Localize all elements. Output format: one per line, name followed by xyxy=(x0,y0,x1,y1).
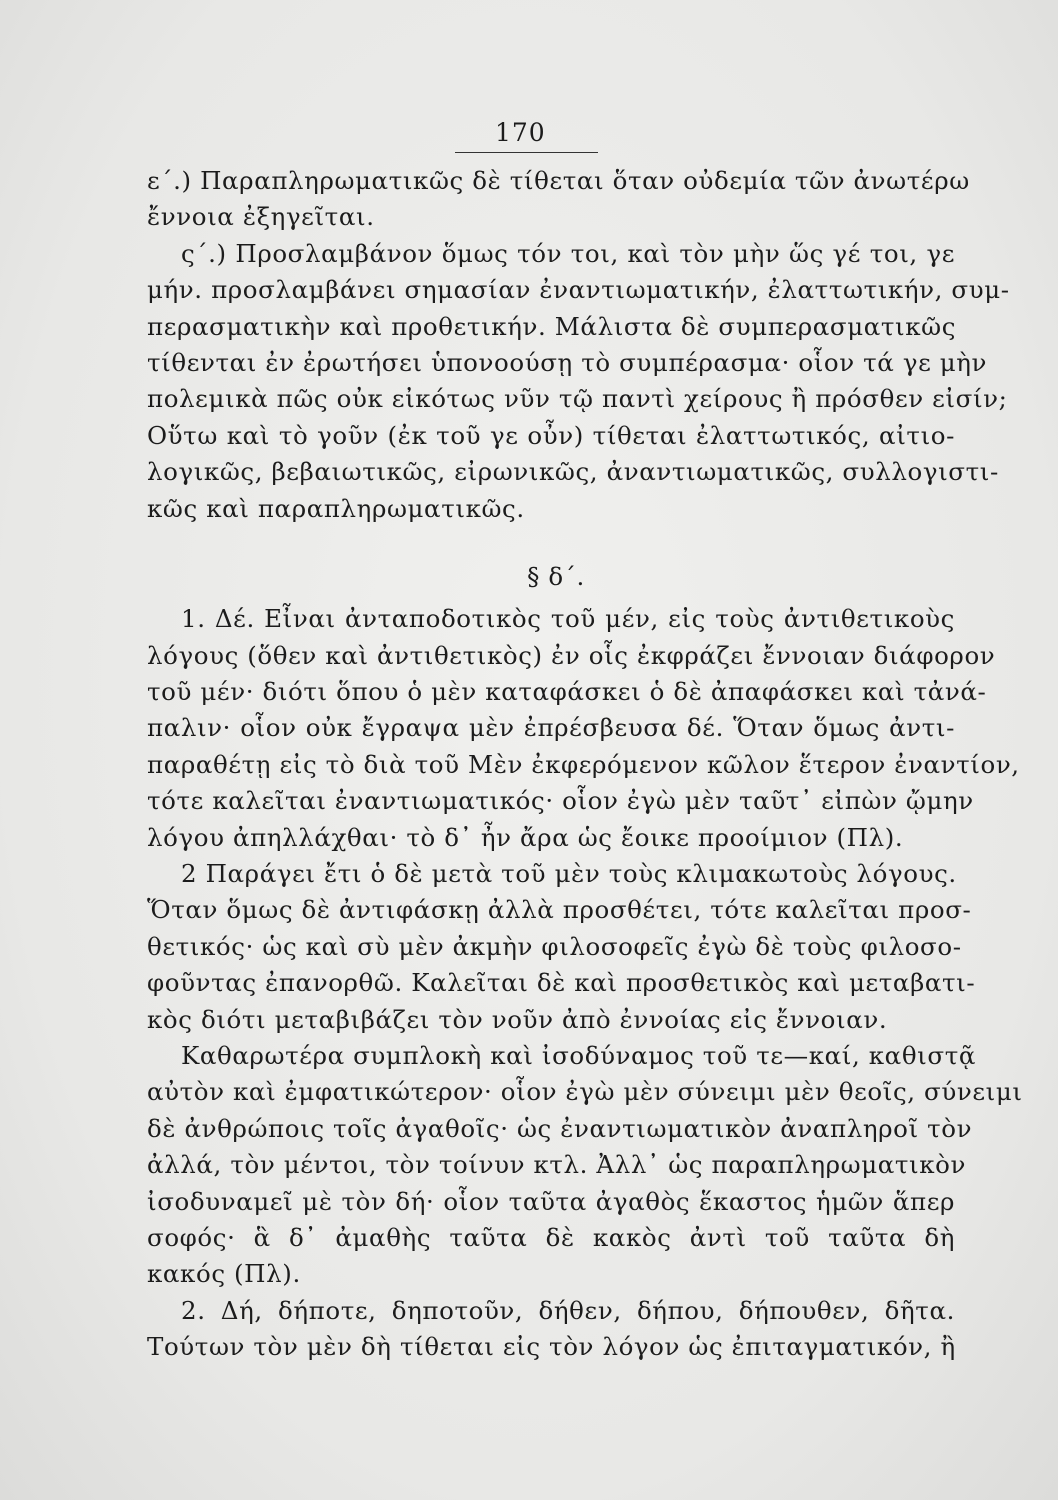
text-line: 2. Δή, δήποτε, δηποτοῦν, δήθεν, δήπου, δήπουθεν, δῆτα. xyxy=(181,1295,955,1325)
text-line: μήν. προσλαμβάνει σημασίαν ἐναντιωματικήν, ἐλαττωτικήν, συμ- xyxy=(147,275,1010,305)
text-line: λόγους (ὅθεν καὶ ἀντιθετικὸς) ἐν οἷς ἐκφράζει ἔννοιαν διάφορον xyxy=(147,640,996,670)
text-line: 2 Παράγει ἔτι ὁ δὲ μετὰ τοῦ μὲν τοὺς κλιμακωτοὺς λόγους. xyxy=(181,859,957,889)
text-line: τοῦ μέν· διότι ὅπου ὁ μὲν καταφάσκει ὁ δὲ ἀπαφάσκει καὶ τἀνά- xyxy=(147,677,987,707)
section-heading: § δ΄. xyxy=(527,561,585,591)
text-line: ε΄.) Παραπληρωματικῶς δὲ τίθεται ὅταν οὐδεμία τῶν ἀνωτέρω xyxy=(147,166,970,195)
text-line: παραθέτῃ εἰς τὸ διὰ τοῦ Μὲν ἐκφερόμενον κῶλον ἕτερον ἐναντίον, xyxy=(147,749,1020,779)
text-block-after-heading xyxy=(147,601,1023,1365)
text-line: κῶς καὶ παραπληρωματικῶς. xyxy=(147,493,525,523)
text-line: Καθαρωτέρα συμπλοκὴ καὶ ἰσοδύναμος τοῦ τε—καί, καθιστᾷ xyxy=(181,1040,977,1070)
text-line: δὲ ἀνθρώποις τοῖς ἀγαθοῖς· ὡς ἐναντιωματικὸν ἀναπληροῖ τὸν xyxy=(147,1113,973,1143)
text-line: σοφός· ἃ δ᾽ ἀμαθὴς ταῦτα δὲ κακὸς ἀντὶ τοῦ ταῦτα δὴ xyxy=(147,1222,955,1252)
text-line: ἰσοδυναμεῖ μὲ τὸν δή· οἷον ταῦτα ἀγαθὸς ἕκαστος ἡμῶν ἅπερ xyxy=(147,1186,955,1216)
text-line: ἀλλά, τὸν μέντοι, τὸν τοίνυν κτλ. Ἀλλ᾽ ὡς παραπληρωματικὸν xyxy=(147,1150,966,1180)
text-line: λογικῶς, βεβαιωτικῶς, εἰρωνικῶς, ἀναντιωματικῶς, συλλογιστι- xyxy=(147,457,999,487)
text-line: παλιν· οἷον οὐκ ἔγραψα μὲν ἐπρέσβευσα δέ. Ὅταν ὅμως ἀντι- xyxy=(147,713,955,743)
text-line: τότε καλεῖται ἐναντιωματικός· οἷον ἐγὼ μὲν ταῦτ᾽ εἰπὼν ᾤμην xyxy=(147,786,974,816)
text-line: αὐτὸν καὶ ἐμφατικώτερον· οἷον ἐγὼ μὲν σύνειμι μὲν θεοῖς, σύνειμι xyxy=(147,1077,1023,1107)
text-line: περασματικὴν καὶ προθετικήν. Μάλιστα δὲ συμπερασματικῶς xyxy=(147,311,957,341)
text-line: φοῦντας ἐπανορθῶ. Καλεῖται δὲ καὶ προσθετικὸς καὶ μεταβατι- xyxy=(147,968,976,998)
text-line: Οὕτω καὶ τὸ γοῦν (ἐκ τοῦ γε οὖν) τίθεται ἐλαττωτικός, αἰτιο- xyxy=(147,420,955,450)
text-line: λόγου ἀπηλλάχθαι· τὸ δ᾽ ἦν ἄρα ὡς ἔοικε προοίμιον (Πλ). xyxy=(147,822,904,852)
text-line: ς΄.) Προσλαμβάνον ὅμως τόν τοι, καὶ τὸν μὴν ὥς γέ τοι, γε xyxy=(181,238,955,268)
text-block-before-heading xyxy=(147,163,1010,527)
header-rule xyxy=(455,152,598,153)
text-line: θετικός· ὡς καὶ σὺ μὲν ἀκμὴν φιλοσοφεῖς ἐγὼ δὲ τοὺς φιλοσο- xyxy=(147,931,962,961)
text-line: κακός (Πλ). xyxy=(147,1259,301,1289)
text-line: ἔννοια ἐξηγεῖται. xyxy=(147,202,375,232)
text-line: πολεμικὰ πῶς οὐκ εἰκότως νῦν τῷ παντὶ χείρους ἢ πρόσθεν εἰσίν; xyxy=(147,384,1008,414)
text-line: Τούτων τὸν μὲν δὴ τίθεται εἰς τὸν λόγον ὡς ἐπιταγματικόν, ἢ xyxy=(147,1332,956,1362)
text-line: τίθενται ἐν ἐρωτήσει ὑπονοούσῃ τὸ συμπέρασμα· οἷον τά γε μὴν xyxy=(147,347,988,377)
text-line: Ὅταν ὅμως δὲ ἀντιφάσκῃ ἀλλὰ προσθέτει, τότε καλεῖται προσ- xyxy=(147,895,972,925)
text-line: κὸς διότι μεταβιβάζει τὸν νοῦν ἀπὸ ἐννοίας εἰς ἔννοιαν. xyxy=(147,1004,888,1034)
page-body xyxy=(147,163,1023,1366)
page-number: 170 xyxy=(495,118,546,147)
text-line: 1. Δέ. Εἶναι ἀνταποδοτικὸς τοῦ μέν, εἰς τοὺς ἀντιθετικοὺς xyxy=(181,604,955,634)
